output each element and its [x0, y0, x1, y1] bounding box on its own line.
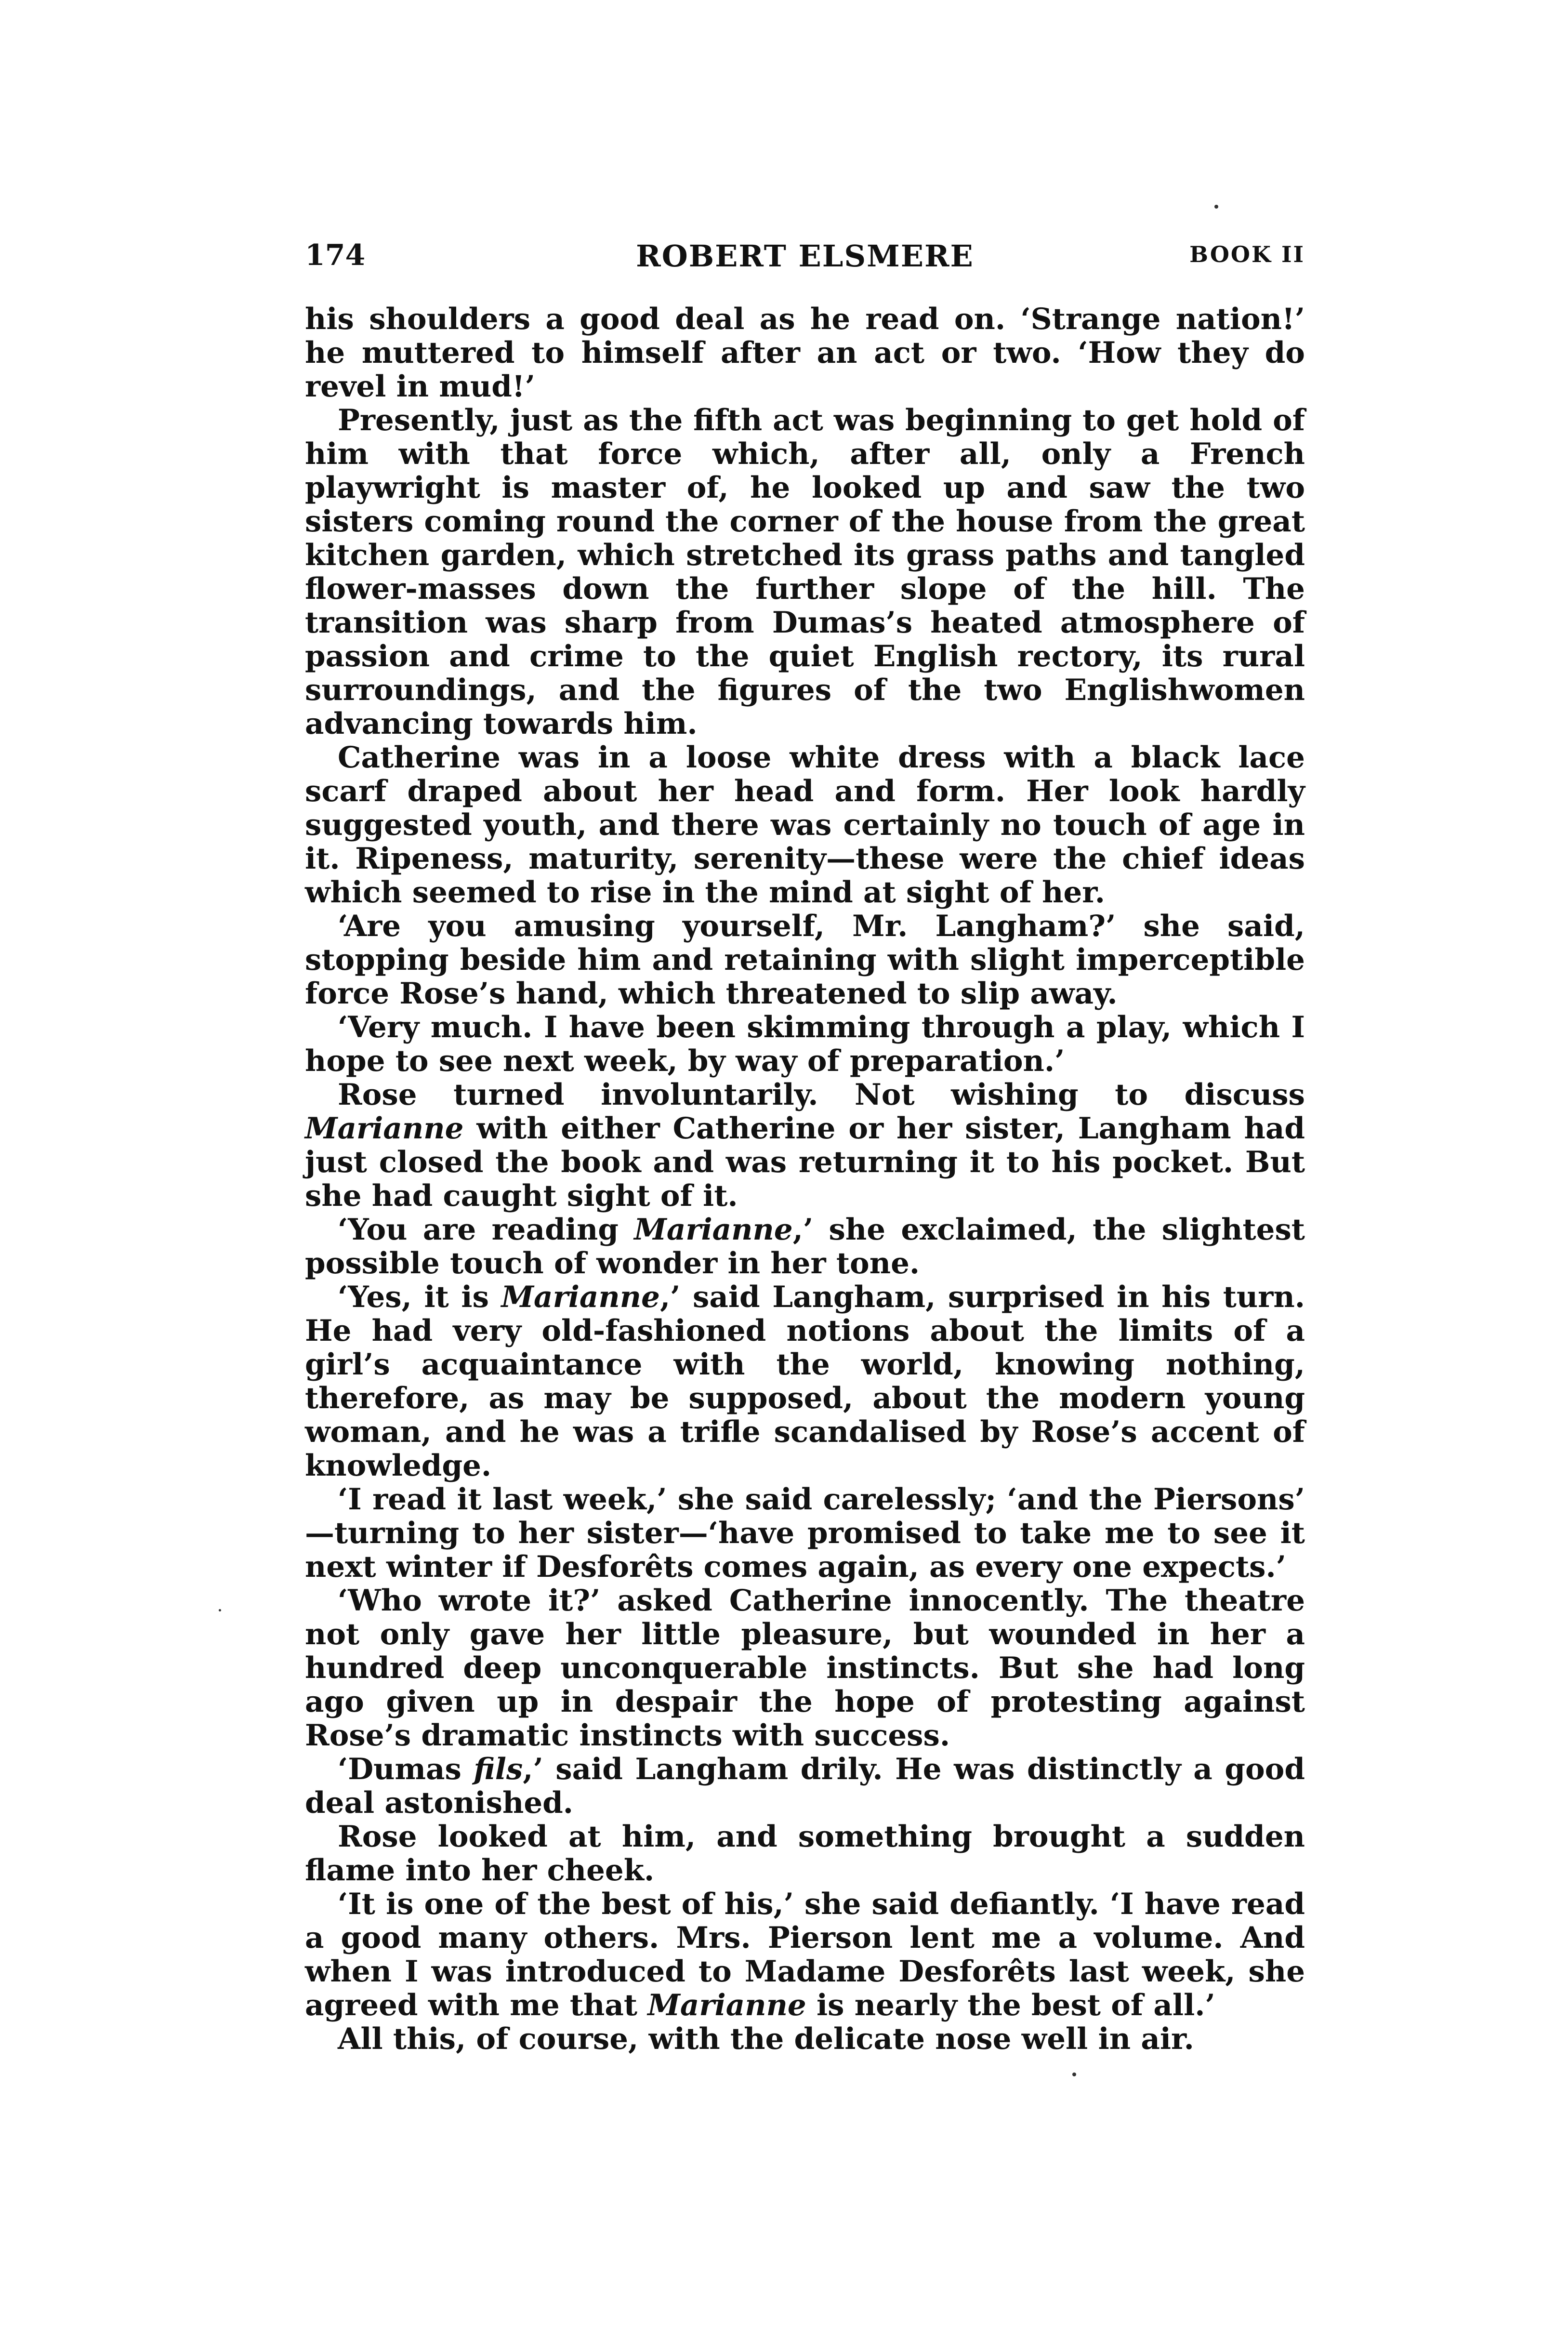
book-label: BOOK II	[1189, 241, 1305, 267]
text-run: Presently, just as the fifth act was beginning to get hold of him with that force which, after all, only a French playwright is master of, he looked up and saw the two sisters coming round the corner of the house from the great kitchen garden, which stretched its grass paths and tangled flower-masses down the further slope of the hill. The transition was sharp from Dumas’s heated atmosphere of passion and crime to the quiet English rectory, its rural surroundings, and the figures of the two Englishwomen advancing towards him.	[305, 403, 1305, 741]
scan-speck	[219, 1609, 221, 1611]
paragraph	[305, 910, 1305, 1011]
italic-title: Marianne	[634, 1213, 793, 1247]
text-run: ,’ she exclaimed, the slightest possible touch of wonder in her tone.	[305, 1213, 1305, 1281]
text-run: ‘Who wrote it?’ asked Catherine innocently. The theatre not only gave her little pleasure, but wounded in her a hundred deep unconquerable instincts. But she had long ago given up in despair the hope of protesting against Rose’s dramatic instincts with success.	[305, 1584, 1305, 1753]
text-run: ‘Dumas	[338, 1752, 474, 1786]
text-run: Rose turned involuntarily. Not wishing to discuss	[338, 1078, 1305, 1112]
paragraph	[305, 1213, 1305, 1281]
text-run: Catherine was in a loose white dress with a black lace scarf draped about her head and form. Her look hardly suggested youth, and there was certainly no touch of age in it. Ripeness, maturity, serenity—these were the chief ideas which seemed to rise in the mind at sight of her.	[305, 740, 1305, 910]
text-run: with either Catherine or her sister, Langham had just closed the book and was returning it to his pocket. But she had caught sight of it.	[305, 1111, 1305, 1213]
text-run: All this, of course, with the delicate nose well in air.	[338, 2022, 1194, 2056]
paragraph	[305, 1011, 1305, 1078]
italic-title: fils	[474, 1752, 523, 1786]
paragraph	[305, 1281, 1305, 1483]
text-run: Rose looked at him, and something brought a sudden flame into her cheek.	[305, 1820, 1305, 1888]
page-number: 174	[305, 238, 366, 272]
body-text	[305, 303, 1305, 2056]
italic-title: Marianne	[501, 1280, 660, 1314]
scan-speck	[1072, 2073, 1076, 2076]
paragraph	[305, 1483, 1305, 1584]
paragraph	[305, 1753, 1305, 1820]
text-run: ‘Yes, it is	[338, 1280, 501, 1314]
running-title: ROBERT ELSMERE	[636, 238, 974, 274]
paragraph	[305, 1584, 1305, 1753]
paragraph	[305, 303, 1305, 404]
running-header	[305, 238, 1305, 287]
text-run: ‘Very much. I have been skimming through a play, which I hope to see next week, by way of preparation.’	[305, 1010, 1305, 1078]
text-run: his shoulders a good deal as he read on. ‘Strange nation!’ he muttered to himself after an act or two. ‘How they do revel in mud!’	[305, 302, 1305, 404]
italic-title: Marianne	[647, 1988, 806, 2022]
italic-title: Marianne	[305, 1111, 464, 1146]
scan-speck	[1214, 205, 1218, 209]
paragraph	[305, 1078, 1305, 1213]
text-run: ,’ said Langham, surprised in his turn. He had very old-fashioned notions about the limits of a girl’s acquaintance with the world, knowing nothing, therefore, as may be supposed, about the modern young woman, and he was a trifle scandalised by Rose’s accent of knowledge.	[305, 1280, 1305, 1483]
text-run: ,’ said Langham drily. He was distinctly a good deal astonished.	[305, 1752, 1305, 1820]
paragraph	[305, 1888, 1305, 2022]
text-run: ‘Are you amusing yourself, Mr. Langham?’ she said, stopping beside him and retaining with slight imperceptible force Rose’s hand, which threatened to slip away.	[305, 909, 1305, 1011]
text-run: ‘It is one of the best of his,’ she said defiantly. ‘I have read a good many others. Mrs. Pierson lent me a volume. And when I was introduced to Madame Desforêts last week, she agreed with me that	[305, 1887, 1305, 2022]
text-run: is nearly the best of all.’	[806, 1988, 1215, 2022]
paragraph	[305, 2022, 1305, 2056]
paragraph	[305, 1820, 1305, 1888]
text-run: ‘I read it last week,’ she said carelessly; ‘and the Piersons’ —turning to her sister—‘have promised to take me to see it next winter if Desforêts comes again, as every one expects.’	[305, 1482, 1305, 1584]
paragraph	[305, 741, 1305, 910]
paragraph	[305, 404, 1305, 741]
text-run: ‘You are reading	[338, 1213, 634, 1247]
